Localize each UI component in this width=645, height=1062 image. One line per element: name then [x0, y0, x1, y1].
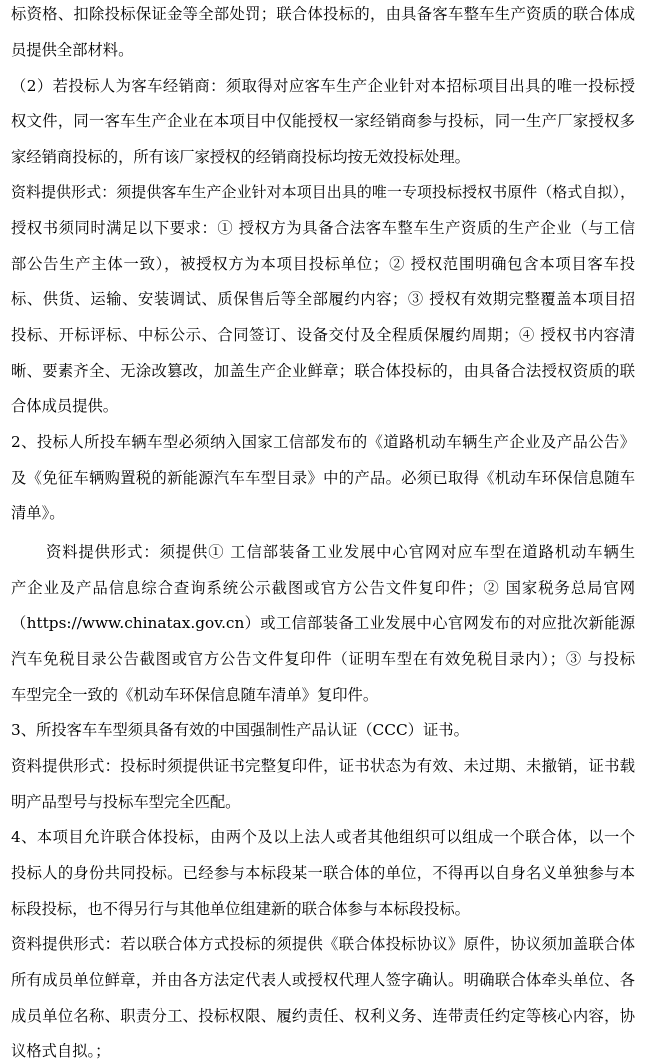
text-line: 议格式自拟。；	[11, 1042, 111, 1060]
text-line: 资料提供形式：投标时须提供证书完整复印件，证书状态为有效、未过期、未撤销，证书载	[11, 757, 635, 775]
text-line: 清单》。	[11, 504, 65, 522]
text-line: 4、本项目允许联合体投标，由两个及以上法人或者其他组织可以组成一个联合体，以一个	[11, 828, 635, 846]
text-line: 资料提供形式：须提供① 工信部装备工业发展中心官网对应车型在道路机动车辆生	[46, 543, 635, 561]
text-line: 资料提供形式：若以联合体方式投标的须提供《联合体投标协议》原件，协议须加盖联合体	[11, 935, 635, 953]
text-line: （https://www.chinatax.gov.cn）或工信部装备工业发展中心官网发布的对应批次新能源	[11, 614, 635, 632]
text-line: 资料提供形式：须提供客车生产企业针对本项目出具的唯一专项投标授权书原件（格式自拟），	[11, 183, 635, 201]
text-line: 所有成员单位鲜章，并由各方法定代表人或授权代理人签字确认。明确联合体牵头单位、各	[11, 971, 635, 989]
text-line: 晰、要素齐全、无涂改篡改，加盖生产企业鲜章；联合体投标的，由具备合法授权资质的联	[11, 362, 635, 380]
text-line: （2）若投标人为客车经销商：须取得对应客车生产企业针对本招标项目出具的唯一投标授	[11, 77, 635, 95]
text-line: 权文件，同一客车生产企业在本项目中仅能授权一家经销商参与投标，同一生产厂家授权多	[11, 112, 635, 130]
text-line: 标、供货、运输、安装调试、质保售后等全部履约内容；③ 授权有效期完整覆盖本项目招	[11, 290, 635, 308]
text-line: 家经销商投标的，所有该厂家授权的经销商投标均按无效投标处理。	[11, 148, 470, 166]
text-line: 成员单位名称、职责分工、投标权限、履约责任、权利义务、连带责任约定等核心内容，协	[11, 1007, 635, 1025]
text-line: 车型完全一致的《机动车环保信息随车清单》复印件。	[11, 686, 379, 704]
text-line: 产企业及产品信息综合查询系统公示截图或官方公告文件复印件；② 国家税务总局官网	[11, 579, 635, 597]
text-line: 明产品型号与投标车型完全匹配。	[11, 793, 241, 811]
text-line: 部公告生产主体一致），被授权方为本项目投标单位；② 授权范围明确包含本项目客车投	[11, 255, 635, 273]
text-line: 标资格、扣除投标保证金等全部处罚；联合体投标的，由具备客车整车生产资质的联合体成	[11, 5, 635, 23]
text-line: 标段投标，也不得另行与其他单位组建新的联合体参与本标段投标。	[11, 900, 470, 918]
text-line: 投标、开标评标、中标公示、合同签订、设备交付及全程质保履约周期；④ 授权书内容清	[11, 326, 635, 344]
text-line: 员提供全部材料。	[11, 41, 134, 59]
text-line: 投标人的身份共同投标。已经参与本标段某一联合体的单位，不得再以自身名义单独参与本	[11, 864, 635, 882]
text-line: 汽车免税目录公告截图或官方公告文件复印件（证明车型在有效免税目录内）；③ 与投标	[11, 650, 635, 668]
text-line: 授权书须同时满足以下要求：① 授权方为具备合法客车整车生产资质的生产企业（与工信	[11, 219, 635, 237]
text-line: 合体成员提供。	[11, 397, 119, 415]
text-line: 2、投标人所投车辆车型必须纳入国家工信部发布的《道路机动车辆生产企业及产品公告》	[11, 433, 635, 451]
text-line: 及《免征车辆购置税的新能源汽车车型目录》中的产品。必须已取得《机动车环保信息随车	[11, 469, 635, 487]
text-line: 3、所投客车车型须具备有效的中国强制性产品认证（CCC）证书。	[11, 721, 469, 739]
